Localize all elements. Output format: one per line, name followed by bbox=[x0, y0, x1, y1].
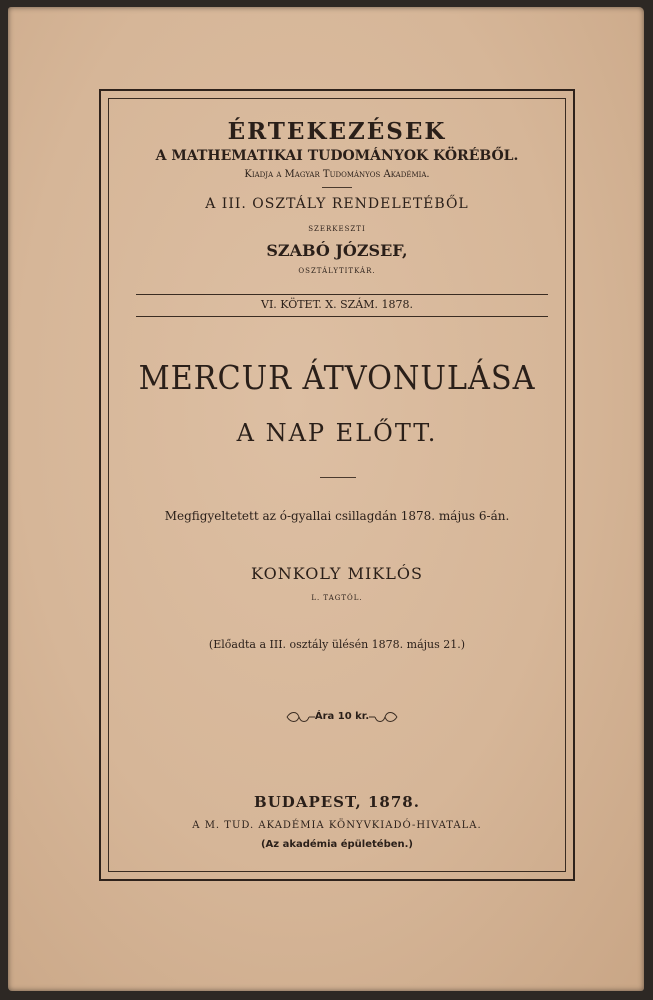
short-ornament-rule bbox=[322, 187, 352, 188]
volume-line: VI. KÖTET. X. SZÁM. 1878. bbox=[261, 298, 413, 311]
price-label: Ára 10 kr. bbox=[314, 711, 370, 722]
author-name: KONKOLY MIKLÓS bbox=[251, 564, 423, 583]
presented-note: (Előadta a III. osztály ülésén 1878. május 21.) bbox=[208, 638, 466, 651]
publisher-line: Kiadja a Magyar Tudományos Akadémia. bbox=[244, 169, 430, 180]
volume-top-rule bbox=[136, 294, 548, 295]
imprint-publisher: A M. TUD. AKADÉMIA KÖNYVKIADÓ-HIVATALA. bbox=[192, 820, 482, 831]
imprint-place-year: BUDAPEST, 1878. bbox=[254, 793, 420, 811]
series-title: ÉRTEKEZÉSEK bbox=[227, 118, 447, 145]
work-title: MERCUR ÁTVONULÁSA bbox=[138, 358, 536, 397]
class-line: A III. OSZTÁLY RENDELETÉBŐL bbox=[205, 196, 469, 212]
editor-role: OSZTÁLYTITKÁR. bbox=[298, 267, 376, 275]
editor-caption: SZERKESZTI bbox=[308, 225, 366, 233]
inner-border-frame bbox=[108, 98, 566, 872]
title-separator-rule bbox=[320, 477, 356, 478]
imprint-location: (Az akadémia épületében.) bbox=[260, 839, 414, 850]
work-subtitle: A NAP ELŐTT. bbox=[236, 419, 438, 447]
author-role: L. TAGTÓL. bbox=[311, 594, 363, 602]
price-ornament bbox=[285, 708, 399, 726]
observation-note: Megfigyeltetett az ó-gyallai csillagdán 1878. május 6-án. bbox=[164, 509, 510, 523]
editor-name: SZABÓ JÓZSEF, bbox=[266, 241, 408, 260]
volume-bottom-rule bbox=[136, 316, 548, 317]
series-subtitle: A MATHEMATIKAI TUDOMÁNYOK KÖRÉBŐL. bbox=[155, 148, 519, 164]
